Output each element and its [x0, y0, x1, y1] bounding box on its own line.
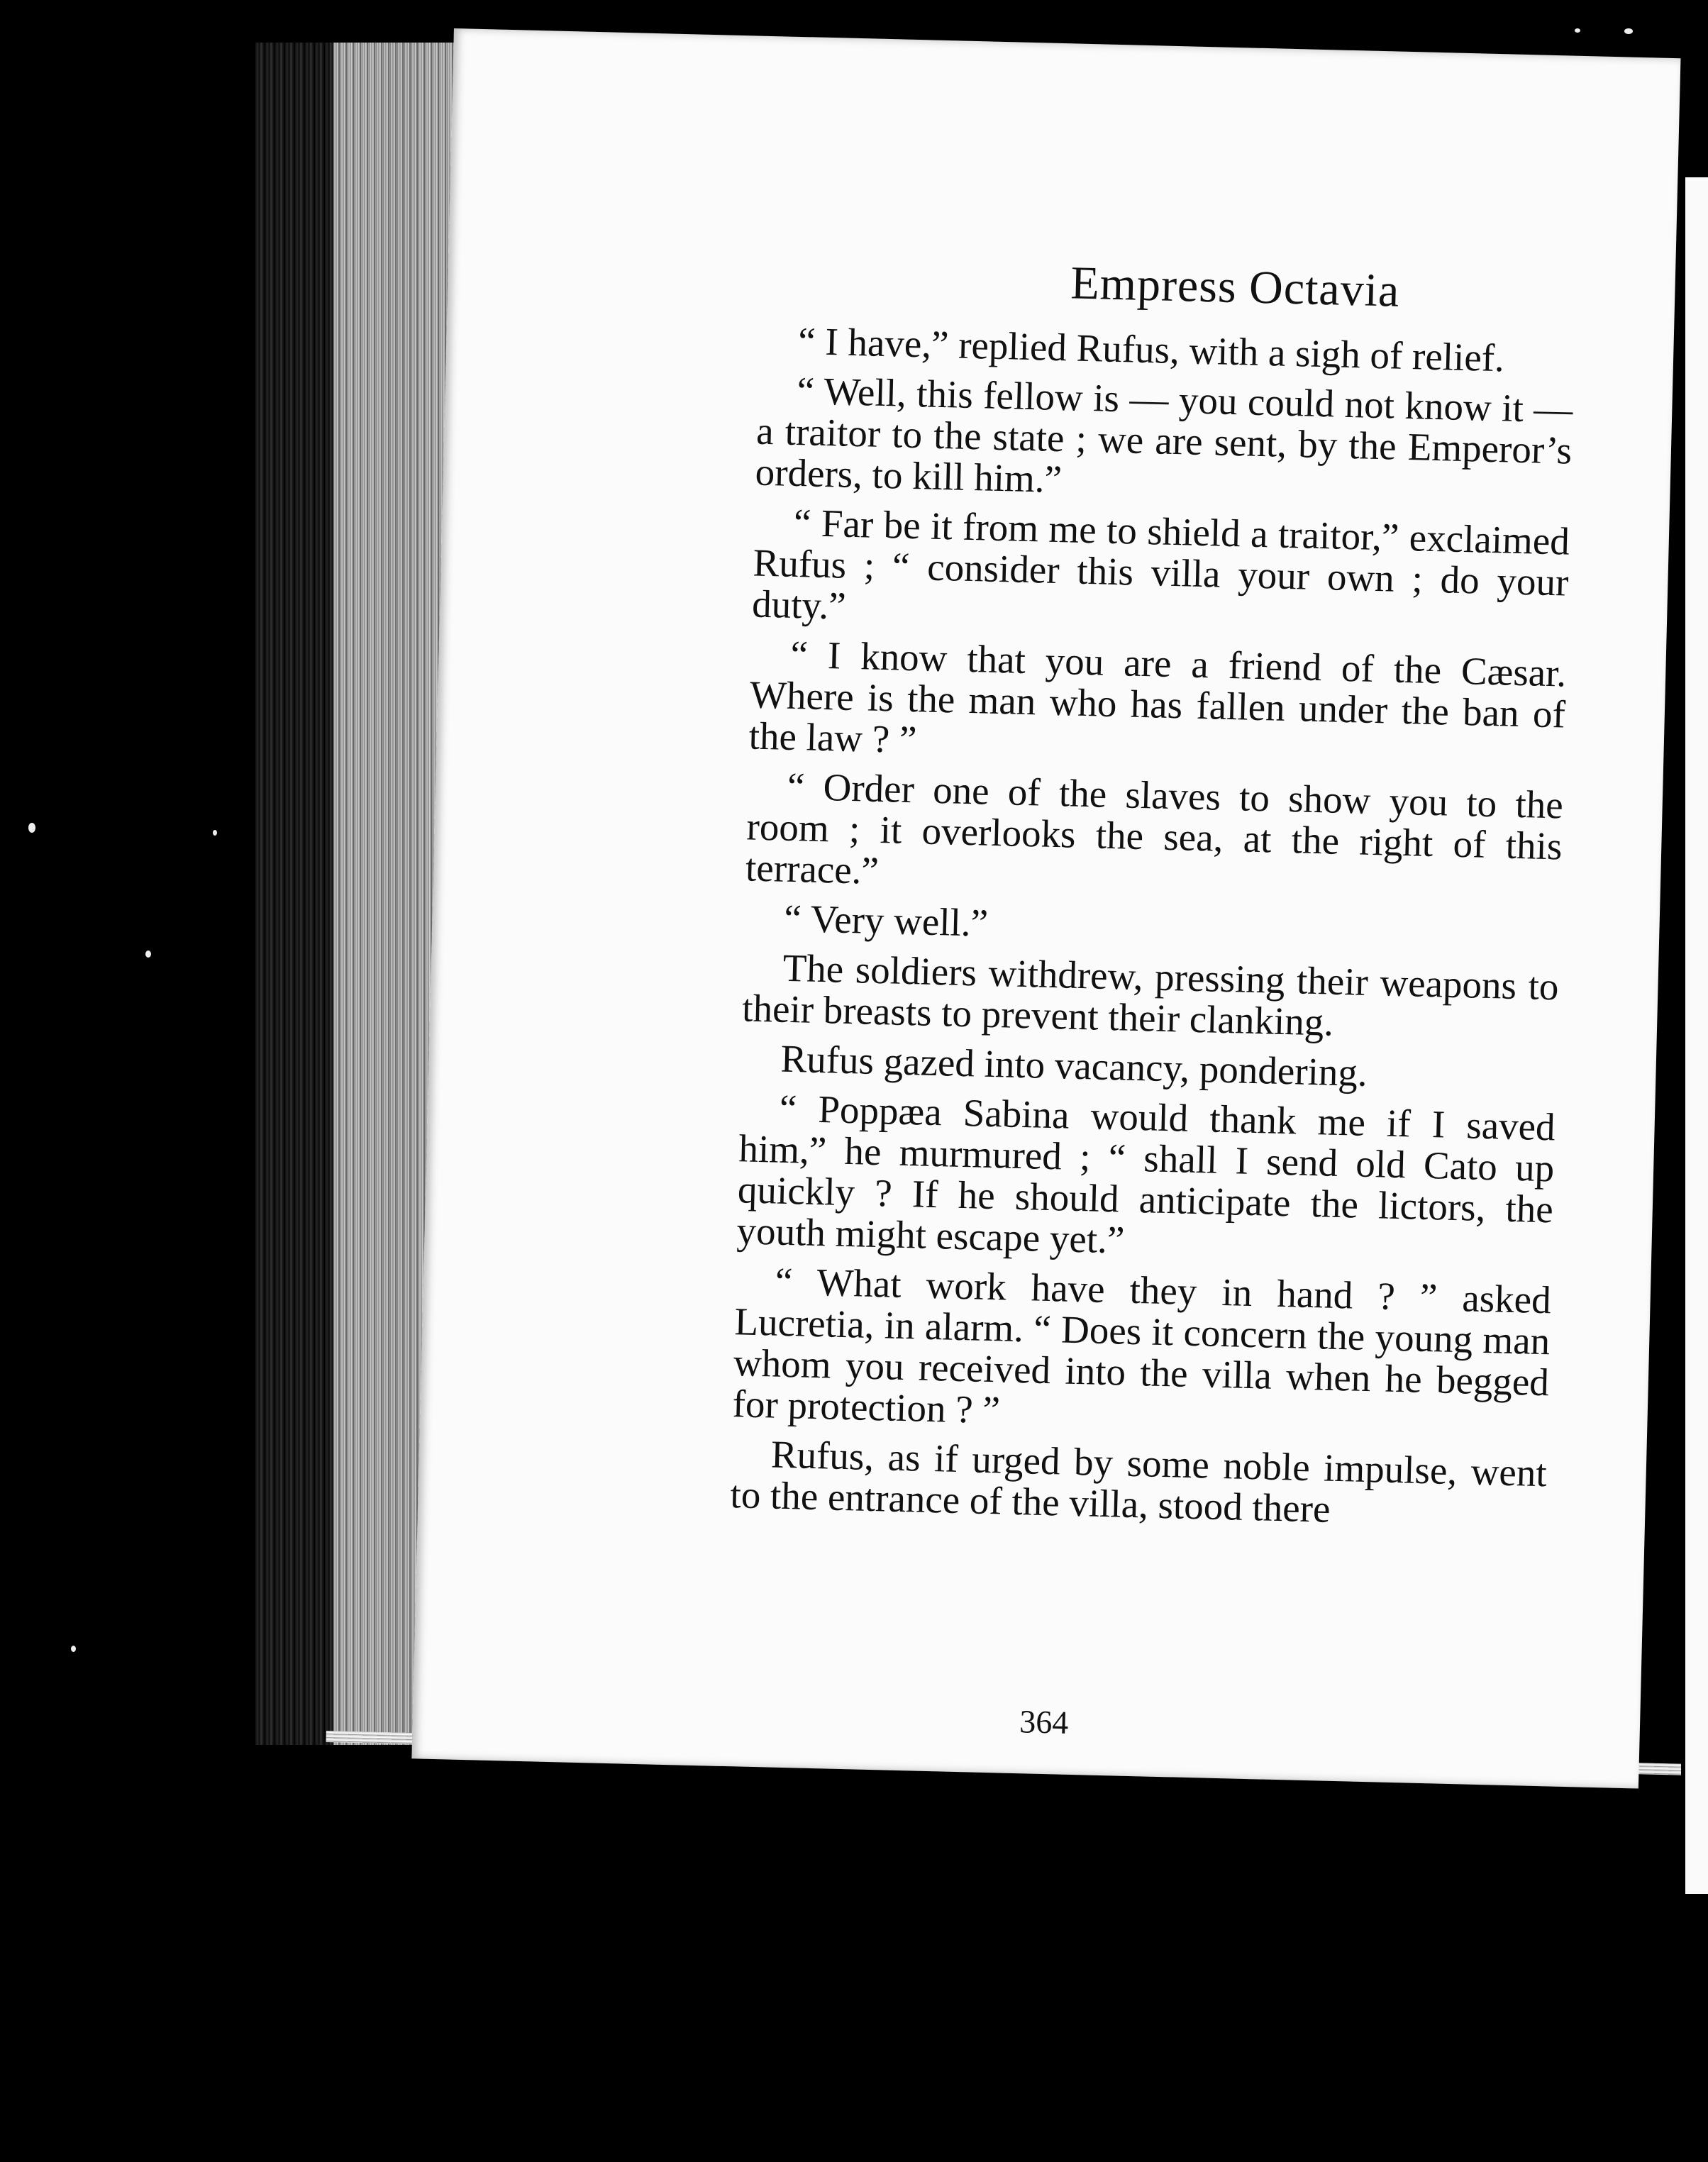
paragraph: “ I have,” replied Rufus, with a sigh of relief. [797, 318, 1505, 380]
paragraph: “ Poppæa Sabina would thank me if I saved him,” he murmured ; “ shall I send old Cato up quickly ? If he should anticipate the lictors, the youth might escape yet.” [736, 1086, 1556, 1262]
paragraph: Rufus, as if urged by some noble impulse, went to the entrance of the villa, stood there [729, 1432, 1548, 1531]
paragraph: “ Far be it from me to shield a traitor,” exclaimed Rufus ; “ consider this villa your own ; do your duty.” [751, 500, 1570, 628]
paragraph: “ Order one of the slaves to show you to the room ; it overlooks the sea, at the right of this terrace.” [745, 764, 1564, 892]
dust-speck [1575, 28, 1580, 33]
page-number: 364 [1019, 1703, 1070, 1741]
book-page [411, 28, 1680, 1789]
paragraph: Rufus gazed into vacancy, pondering. [780, 1036, 1368, 1094]
paragraph: The soldiers withdrew, pressing their weapons to their breasts to prevent their clanking. [741, 946, 1560, 1044]
dust-speck [1624, 28, 1633, 34]
paragraph: “ Well, this fellow is — you could not know it — a traitor to the state ; we are sent, by the Emperor’s orders, to kill him.” [755, 368, 1574, 501]
running-head: Empress Octavia [1070, 257, 1401, 317]
dust-speck [145, 950, 151, 958]
dust-speck [71, 1646, 76, 1652]
paragraph: “ I know that you are a friend of the Cæsar. Where is the man who has fallen under the ban of the law ? ” [748, 632, 1568, 762]
paragraph: “ Very well.” [783, 896, 989, 945]
body-text [730, 320, 1575, 1544]
dust-speck [28, 823, 35, 833]
dust-speck [213, 830, 217, 836]
facing-page-strip [1681, 177, 1708, 1894]
paragraph: “ What work have they in hand ? ” asked Lucretia, in alarm. “ Does it concern the young man whom you received into the villa when he begged for protection ? ” [732, 1259, 1552, 1432]
